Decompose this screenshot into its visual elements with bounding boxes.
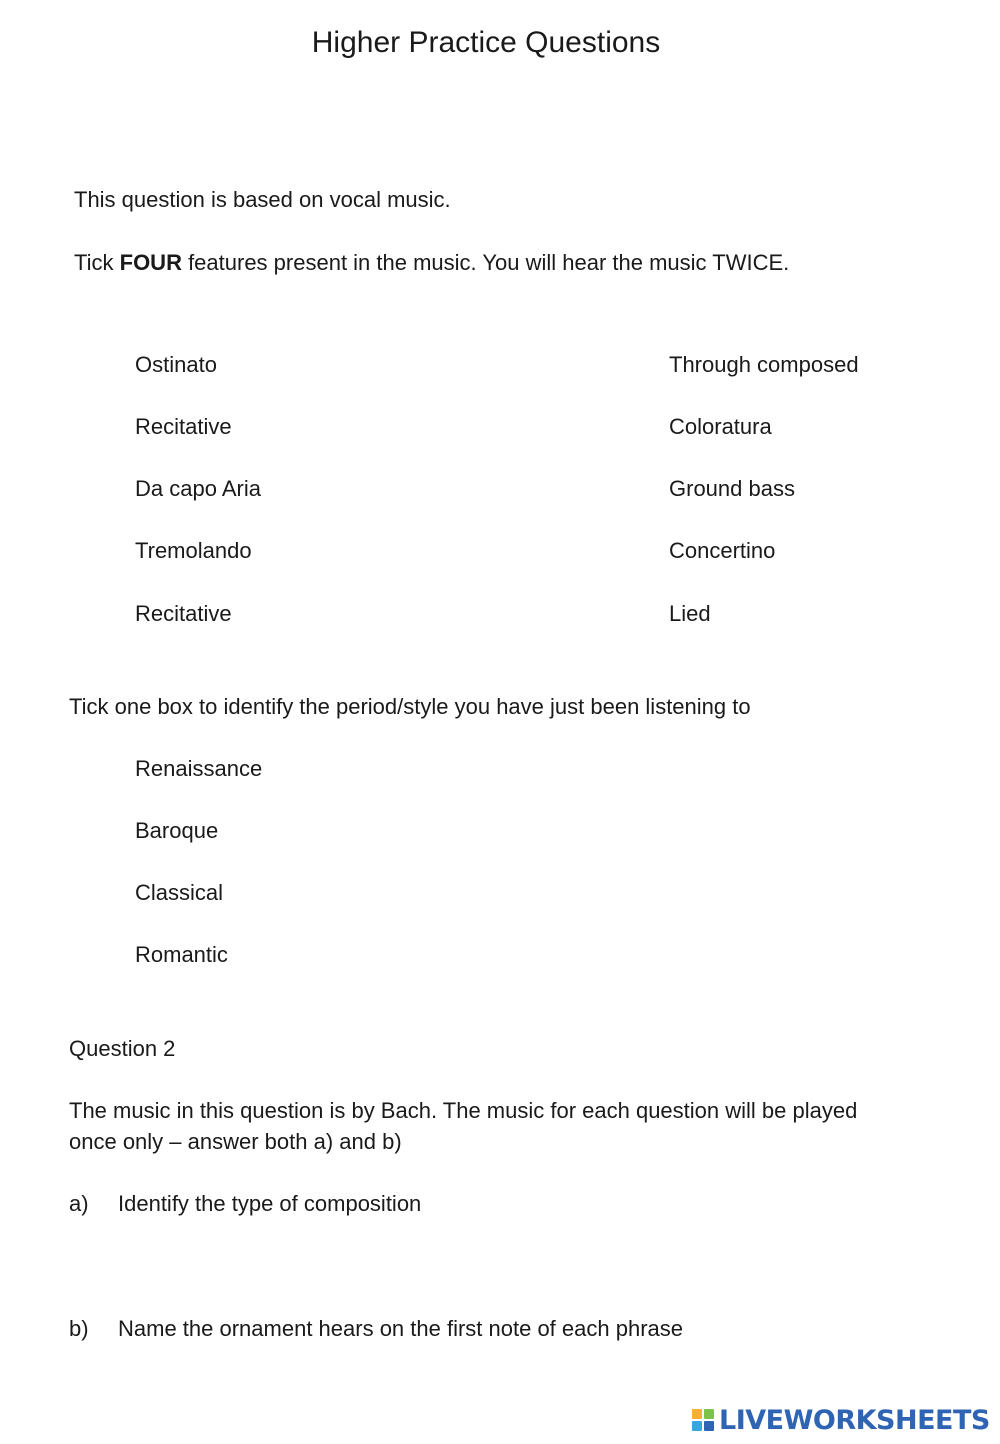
feature-option[interactable]: Da capo Aria: [135, 476, 261, 501]
part-b-label: b): [69, 1316, 89, 1341]
liveworksheets-logo: [692, 1403, 990, 1437]
part-b-text: Name the ornament hears on the first note of each phrase: [118, 1316, 683, 1341]
instruction-post: features present in the music. You will hear the music TWICE.: [181, 250, 790, 275]
period-option[interactable]: Romantic: [135, 942, 228, 967]
feature-option[interactable]: Ostinato: [135, 352, 217, 377]
instruction-bold: FOUR: [119, 250, 182, 275]
feature-option[interactable]: Ground bass: [669, 476, 795, 501]
question2-heading: Question 2: [69, 1036, 176, 1061]
instruction-pre: Tick: [74, 250, 120, 275]
question2-intro: The music in this question is by Bach. The music for each question will be played once only – answer both a) and b): [69, 1098, 858, 1154]
feature-option[interactable]: Concertino: [669, 538, 776, 563]
question1-instruction: [74, 247, 789, 278]
page-title: Higher Practice Questions: [311, 26, 661, 59]
logo-text: LIVEWORKSHEETS: [719, 1404, 990, 1436]
feature-option[interactable]: Tremolando: [135, 538, 252, 563]
logo-blocks-icon: [692, 1409, 714, 1431]
period-option[interactable]: Classical: [135, 880, 224, 905]
feature-option[interactable]: Coloratura: [669, 414, 772, 439]
question1-intro: This question is based on vocal music.: [74, 187, 451, 212]
period-option[interactable]: Baroque: [135, 818, 219, 843]
part-a-label: a): [69, 1191, 89, 1216]
feature-option[interactable]: Lied: [669, 601, 711, 626]
period-instruction: Tick one box to identify the period/style you have just been listening to: [69, 694, 751, 719]
feature-option[interactable]: Recitative: [135, 601, 232, 626]
feature-option[interactable]: Through composed: [669, 352, 859, 377]
period-option[interactable]: Renaissance: [135, 756, 263, 781]
feature-option[interactable]: Recitative: [135, 414, 232, 439]
part-a-text: Identify the type of composition: [118, 1191, 422, 1216]
